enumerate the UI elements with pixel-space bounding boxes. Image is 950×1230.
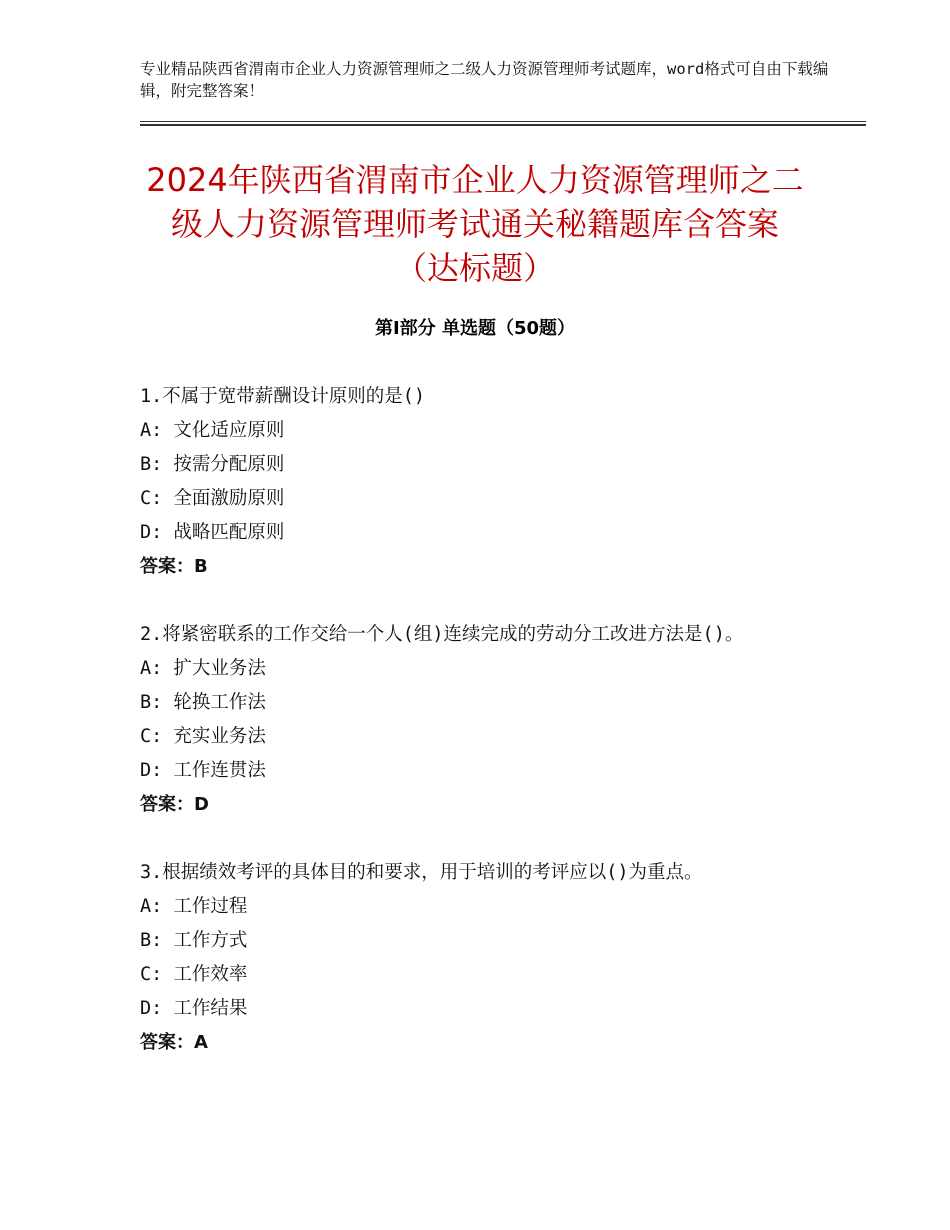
answer: 答案：B	[140, 556, 208, 577]
option-c: C: 工作效率	[140, 964, 248, 985]
option-a: A: 文化适应原则	[140, 420, 285, 441]
question-3	[140, 856, 810, 1060]
answer: 答案：D	[140, 794, 209, 815]
section-title: 第Ⅰ部分 单选题（50题）	[374, 318, 575, 339]
answer: 答案：A	[140, 1032, 208, 1053]
header-note: 专业精品陕西省渭南市企业人力资源管理师之二级人力资源管理师考试题库，word格式可自由下载编辑，附完整答案！	[140, 60, 829, 100]
question-stem: 2.将紧密联系的工作交给一个人(组)连续完成的劳动分工改进方法是()。	[140, 624, 744, 645]
header-rule-thin	[140, 121, 866, 122]
option-c: C: 充实业务法	[140, 726, 266, 747]
option-c: C: 全面激励原则	[140, 488, 285, 509]
option-d: D: 战略匹配原则	[140, 522, 285, 543]
option-b: B: 按需分配原则	[140, 454, 285, 475]
question-stem: 3.根据绩效考评的具体目的和要求，用于培训的考评应以()为重点。	[140, 862, 703, 883]
option-b: B: 轮换工作法	[140, 692, 266, 713]
document-title: 2024年陕西省渭南市企业人力资源管理师之二级人力资源管理师考试通关秘籍题库含答案（达标题）	[146, 161, 804, 287]
question-stem: 1.不属于宽带薪酬设计原则的是()	[140, 386, 426, 407]
question-list	[140, 380, 810, 1060]
header-rule-thick	[140, 124, 866, 126]
option-d: D: 工作结果	[140, 998, 248, 1019]
question-2	[140, 618, 810, 822]
option-a: A: 工作过程	[140, 896, 248, 917]
question-1	[140, 380, 810, 584]
option-b: B: 工作方式	[140, 930, 248, 951]
option-d: D: 工作连贯法	[140, 760, 266, 781]
option-a: A: 扩大业务法	[140, 658, 266, 679]
